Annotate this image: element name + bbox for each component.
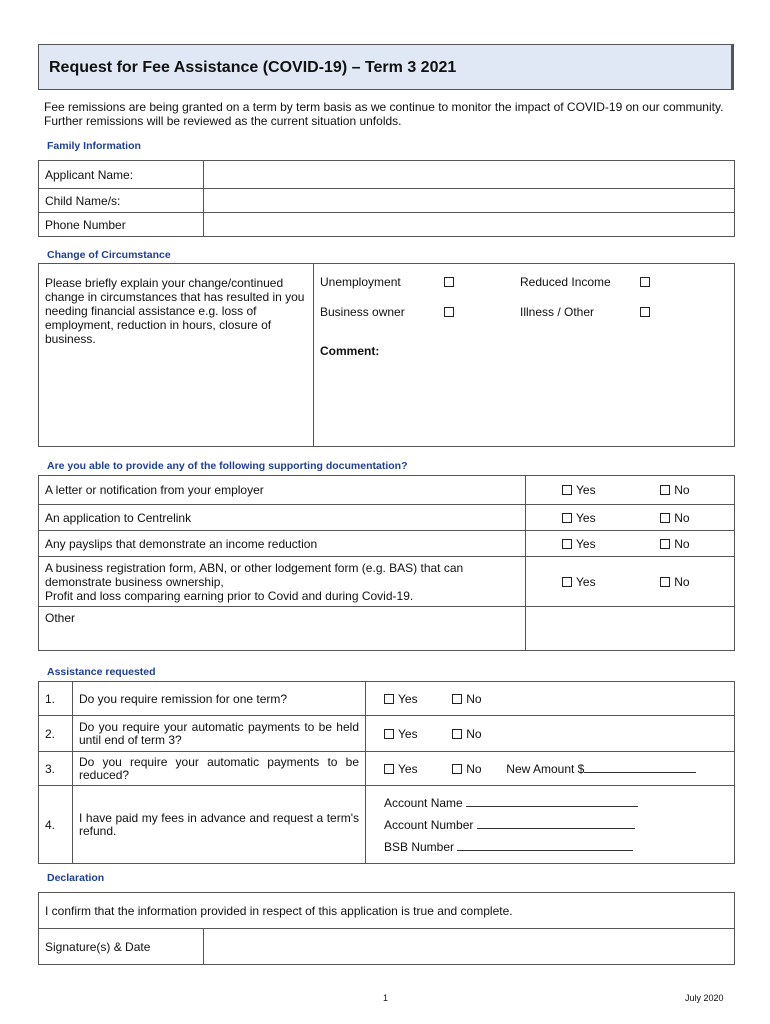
assist-num-1: 1. (39, 682, 73, 716)
unemployment-label: Unemployment (320, 275, 401, 289)
doc-business-no-checkbox[interactable] (660, 577, 670, 587)
assist-q-2: Do you require your automatic payments to be held until end of term 3? (73, 716, 366, 752)
doc-payslips-options (526, 531, 735, 557)
unemployment-checkbox[interactable] (444, 277, 454, 287)
circumstance-options (314, 264, 735, 447)
doc-payslips-yes-checkbox[interactable] (562, 539, 572, 549)
yes-label: Yes (398, 762, 418, 776)
assistance-table (38, 681, 735, 864)
yes-label: Yes (398, 691, 418, 706)
business-owner-label: Business owner (320, 305, 405, 319)
doc-payslips-no-checkbox[interactable] (660, 539, 670, 549)
assist-1-yes-checkbox[interactable] (384, 694, 394, 704)
doc-other-field[interactable] (526, 607, 735, 651)
family-heading: Family Information (47, 140, 141, 152)
declaration-heading: Declaration (47, 872, 105, 884)
yes-label: Yes (576, 574, 596, 589)
circumstance-prompt: Please briefly explain your change/continued change in circumstances that has resulted in you needing financial assistance e.g. loss of employment, reduction in hours, closure of business. (39, 264, 314, 447)
doc-business-text: A business registration form, ABN, or other lodgement form (e.g. BAS) that can demonstrate business ownership, (45, 560, 464, 589)
page-number: 1 (383, 993, 389, 1003)
assist-2-yes-checkbox[interactable] (384, 729, 394, 739)
doc-business-registration (39, 557, 526, 607)
assist-num-4: 4. (39, 786, 73, 864)
assist-3-yes-checkbox[interactable] (384, 764, 394, 774)
yes-label: Yes (398, 726, 418, 741)
illness-other-checkbox[interactable] (640, 307, 650, 317)
no-label: No (466, 762, 482, 776)
signature-field[interactable] (204, 929, 735, 965)
reduced-income-checkbox[interactable] (640, 277, 650, 287)
comment-field[interactable] (320, 362, 720, 442)
assist-1-no-checkbox[interactable] (452, 694, 462, 704)
assist-num-3: 3. (39, 752, 73, 786)
assist-options-1 (366, 682, 735, 716)
assist-q-1: Do you require remission for one term? (73, 682, 366, 716)
assist-q-4: I have paid my fees in advance and request a term's refund. (73, 786, 366, 864)
no-label: No (466, 691, 482, 706)
assist-q-3: Do you require your automatic payments to be reduced? (73, 752, 366, 786)
family-table (38, 160, 735, 237)
doc-centrelink-options (526, 505, 735, 531)
business-owner-checkbox[interactable] (444, 307, 454, 317)
doc-employer-yes-checkbox[interactable] (562, 485, 572, 495)
new-amount-label: New Amount $ (506, 762, 585, 776)
assist-options-3 (366, 752, 735, 786)
new-amount-field[interactable] (584, 761, 696, 773)
footer-date: July 2020 (685, 993, 724, 1003)
applicant-name-label: Applicant Name: (39, 161, 204, 189)
yes-label: Yes (576, 536, 596, 551)
no-label: No (674, 536, 690, 551)
account-name-label: Account Name (384, 795, 463, 810)
doc-employer-letter: A letter or notification from your employer (39, 476, 526, 505)
phone-number-field[interactable] (204, 213, 735, 237)
doc-employer-no-checkbox[interactable] (660, 485, 670, 495)
child-names-label: Child Name/s: (39, 189, 204, 213)
doc-payslips: Any payslips that demonstrate an income reduction (39, 531, 526, 557)
documentation-table (38, 475, 735, 651)
no-label: No (674, 510, 690, 525)
assist-options-2 (366, 716, 735, 752)
reduced-income-label: Reduced Income (520, 275, 611, 289)
doc-employer-options (526, 476, 735, 505)
intro-text: Fee remissions are being granted on a term by term basis as we continue to monitor the impact of COVID-19 on our community. Further remissions will be reviewed as the current situation unfolds. (44, 100, 724, 128)
assistance-heading: Assistance requested (47, 666, 156, 678)
assist-num-2: 2. (39, 716, 73, 752)
child-names-field[interactable] (204, 189, 735, 213)
documentation-heading: Are you able to provide any of the following supporting documentation? (47, 460, 408, 472)
assist-3-no-checkbox[interactable] (452, 764, 462, 774)
no-label: No (466, 726, 482, 741)
phone-number-label: Phone Number (39, 213, 204, 237)
bsb-label: BSB Number (384, 839, 455, 854)
page-title: Request for Fee Assistance (COVID-19) – Term 3 2021 (49, 59, 457, 76)
assist-2-no-checkbox[interactable] (452, 729, 462, 739)
doc-business-yes-checkbox[interactable] (562, 577, 572, 587)
applicant-name-field[interactable] (204, 161, 735, 189)
doc-other-label: Other (39, 607, 526, 651)
declaration-statement: I confirm that the information provided in respect of this application is true and complete. (39, 893, 735, 929)
no-label: No (674, 483, 690, 497)
doc-profit-loss-text: Profit and loss comparing earning prior to Covid and during Covid-19. (45, 588, 414, 603)
illness-other-label: Illness / Other (520, 305, 595, 319)
doc-centrelink-no-checkbox[interactable] (660, 513, 670, 523)
title-box (38, 44, 734, 90)
doc-business-options (526, 557, 735, 607)
circumstance-table (38, 263, 735, 447)
doc-centrelink: An application to Centrelink (39, 505, 526, 531)
account-number-field[interactable] (477, 817, 635, 829)
comment-label: Comment: (320, 344, 380, 358)
signature-label: Signature(s) & Date (39, 929, 204, 965)
declaration-table (38, 892, 735, 965)
doc-centrelink-yes-checkbox[interactable] (562, 513, 572, 523)
account-number-label: Account Number (384, 817, 474, 832)
refund-details (366, 786, 735, 864)
yes-label: Yes (576, 483, 596, 497)
account-name-field[interactable] (466, 795, 638, 807)
yes-label: Yes (576, 510, 596, 525)
no-label: No (674, 574, 690, 589)
bsb-field[interactable] (457, 839, 633, 851)
circumstance-heading: Change of Circumstance (47, 249, 171, 261)
